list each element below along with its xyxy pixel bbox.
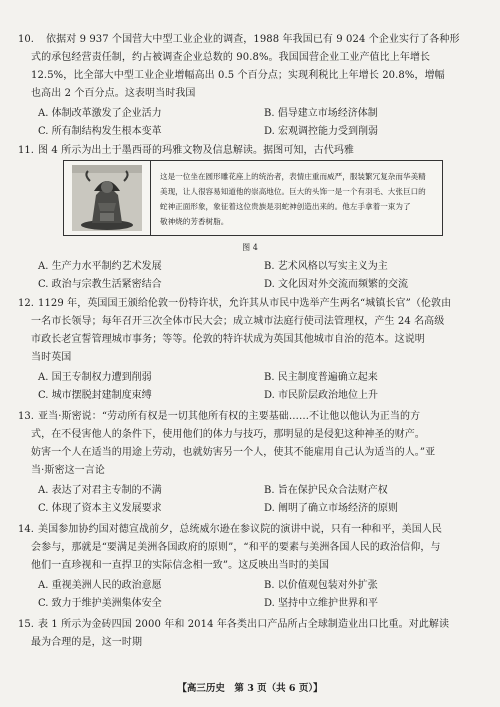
question-11-option-c[interactable]: C. 政治与宗教生活紧密结合 <box>38 279 162 290</box>
question-12-option-b[interactable]: B. 民主制度普遍确立起来 <box>264 372 378 383</box>
figure-text-line: 敬神烧的芳香树脂。 <box>160 217 229 226</box>
question-14-line: 他们一直珍视和一直捍卫的实际信念相一致”。这反映出当时的美国 <box>31 560 330 571</box>
question-12-option-d[interactable]: D. 市民阶层政治地位上升 <box>264 390 379 401</box>
question-10-option-a[interactable]: A. 体制改革激发了企业活力 <box>38 108 162 119</box>
figure-caption: 图 4 <box>242 243 258 252</box>
question-13-option-b[interactable]: B. 旨在保护民众合法财产权 <box>264 485 388 496</box>
question-13-number: 13. <box>18 411 34 422</box>
question-12-line: 一名市长领导；每年召开三次全体市民大会；成立城市法庭行使司法管理权，产生 24 名高级 <box>31 316 445 327</box>
figure-text-line: 这是一位坐在圆形雕花座上的统治者，表情庄重而威严，服装繁冗复杂而华美精 <box>160 172 426 181</box>
question-15-line: 最为合理的是，这一时期 <box>31 637 143 648</box>
question-15-line: 表 1 所示为金砖四国 2000 年和 2014 年各类出口产品所占全球制造业出口比重。对此解读 <box>38 619 450 630</box>
question-10-option-c[interactable]: C. 所有制结构发生根本变革 <box>38 126 162 137</box>
question-14-number: 14. <box>18 524 34 535</box>
question-13-line: 式，在不侵害他人的条件下，使用他们的体力与技巧，那明显的是侵犯这种神圣的财产。 <box>31 429 425 440</box>
question-13-option-c[interactable]: C. 体现了资本主义发展要求 <box>38 503 162 514</box>
figure-text-line: 美现，让人很容易知道他的崇高地位。巨大的头饰一是一个有羽毛、大张巨口的 <box>160 187 426 196</box>
figure-4-box <box>63 160 443 236</box>
question-14-option-c[interactable]: C. 致力于维护美洲集体安全 <box>38 598 162 609</box>
figure-divider <box>150 161 151 235</box>
figure-text-line: 蛇神正面形象，象征着这位贵族是羽蛇神创造出来的。他左手拿着一束为了 <box>160 202 411 211</box>
question-12-number: 12. <box>18 298 34 309</box>
page-footer: 【高三历史 第 3 页（共 6 页）】 <box>177 683 323 694</box>
question-10-line: 式的承包经营责任制，约占被调查企业总数的 90.8%。我国国营企业工业产值比上年增长 <box>31 52 431 63</box>
maya-artifact-image <box>72 165 142 231</box>
question-13-line: 妨害一个人在适当的用途上劳动，也就妨害另一个人，使其不能雇用自己认为适当的人。”亚 <box>31 447 436 458</box>
maya-statue-icon <box>72 165 142 231</box>
question-12-line: 1129 年，英国国王颁给伦敦一份特许状，允许其从市民中选举产生两名“城镇长官”（伦敦由 <box>38 298 452 309</box>
question-15-number: 15. <box>18 619 34 630</box>
question-12-line: 当时英国 <box>31 352 72 363</box>
question-14-option-b[interactable]: B. 以价值观包装对外扩张 <box>264 580 378 591</box>
question-14-line: 会参与，那就是“要满足美洲各国政府的原则”，“和平的要素与美洲各国人民的政治信仰，与 <box>31 542 441 553</box>
question-11-option-d[interactable]: D. 文化因对外交流而频繁的交流 <box>264 279 409 290</box>
question-10-line: 12.5%，比全部大中型工业企业增幅高出 0.5 个百分点；实现利税比上年增长 20.8%，增幅 <box>31 70 445 81</box>
question-14-line: 美国参加协约国对德宣战前夕，总统威尔逊在参议院的演讲中说，只有一种和平，美国人民 <box>38 524 442 535</box>
question-12-option-a[interactable]: A. 国王专制权力遭到削弱 <box>38 372 152 383</box>
question-10-option-b[interactable]: B. 倡导建立市场经济体制 <box>264 108 378 119</box>
question-10-option-d[interactable]: D. 宏观调控能力受到削弱 <box>264 126 379 137</box>
question-10-number: 10. <box>18 34 34 45</box>
question-14-option-d[interactable]: D. 坚持中立维护世界和平 <box>264 598 379 609</box>
question-10-line: 也高出 2 个百分点。这表明当时我国 <box>31 88 196 99</box>
question-13-option-d[interactable]: D. 阐明了确立市场经济的原则 <box>264 503 399 514</box>
question-11-number: 11. <box>18 145 34 156</box>
question-10-line: 依据对 9 937 个国营大中型工业企业的调查，1988 年我国已有 9 024 个企业实行了各种形 <box>46 34 460 45</box>
question-11-stem: 图 4 所示为出土于墨西哥的玛雅文物及信息解读。据图可知，古代玛雅 <box>38 145 355 156</box>
question-11-option-b[interactable]: B. 艺术风格以写实主义为主 <box>264 261 388 272</box>
question-13-option-a[interactable]: A. 表达了对君主专制的不满 <box>38 485 162 496</box>
question-12-option-c[interactable]: C. 城市摆脱封建制度束缚 <box>38 390 152 401</box>
question-12-line: 市政长老宣誓管理城市事务；等等。伦敦的特许状成为英国其他城市自治的范本。这说明 <box>31 334 425 345</box>
question-13-line: 当·斯密这一言论 <box>31 465 105 476</box>
question-11-option-a[interactable]: A. 生产力水平制约艺术发展 <box>38 261 162 272</box>
question-13-line: 亚当·斯密说：“劳动所有权是一切其他所有权的主要基础……不让他以他认为正当的方 <box>38 411 421 422</box>
question-14-option-a[interactable]: A. 重视美洲人民的政治意愿 <box>38 580 162 591</box>
